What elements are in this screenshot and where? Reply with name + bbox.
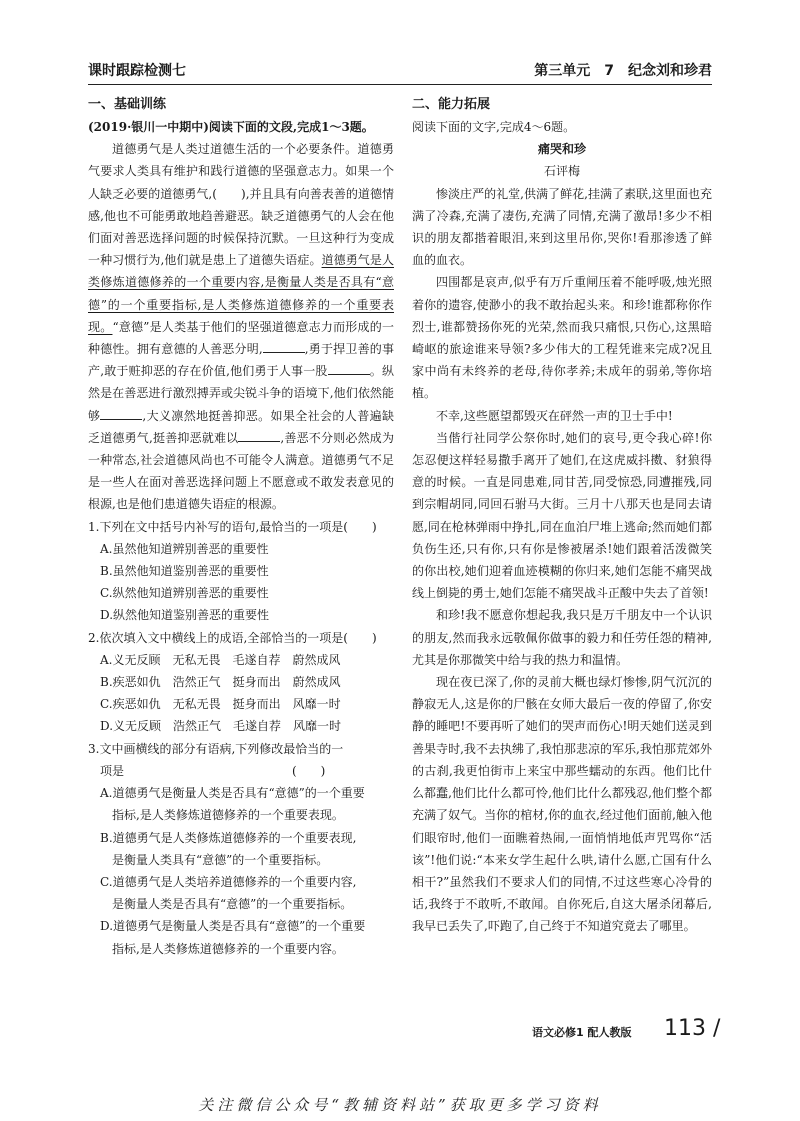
- blank-4: [238, 429, 280, 442]
- question-3-line2: 项是 ( ): [100, 763, 326, 778]
- q3-option-d: D.道德勇气是衡量人类是否具有“意德”的一个重要: [100, 919, 366, 934]
- page-header: [88, 58, 712, 85]
- q2-option-c: C.疾恶如仇 无私无畏 挺身而出 风靡一时: [100, 697, 341, 712]
- q3-option-b-cont: 是衡量人类具有“意德”的一个重要指标。: [112, 852, 329, 867]
- passage-intro: (2019·银川一中期中)阅读下面的文段,完成1～3题。: [88, 120, 374, 134]
- q3-option-c: C.道德勇气是人类培养道德修养的一个重要内容,: [100, 874, 357, 889]
- q2-option-d: D.义无反顾 浩然正气 毛遂自荐 风靡一时: [100, 719, 342, 734]
- question-1: 1.下列在文中括号内补写的语句,最恰当的一项是( ): [88, 519, 377, 534]
- right-column: [412, 94, 712, 938]
- q1-option-c: C.纵然他知道辨别善恶的重要性: [100, 586, 269, 601]
- article-paragraph: 四围都是哀声,似乎有万斤重闸压着不能呼吸,烛光照着你的遗容,使渺小的我不敢抬起头来。和珍!谁都称你作烈士,谁都赞扬你死的光荣,然而我只痛恨,只伤心,这黑暗崎岖的旅途谁来导领?多少伟大的工程凭谁来完成?况且家中尚有未终养的老母,待你孝养;未成年的弱弟,等你培植。: [412, 275, 712, 401]
- q1-option-b: B.虽然他知道鉴别善恶的重要性: [100, 564, 269, 579]
- bottom-promo-note: 关注微信公众号“教辅资料站”获取更多学习资料: [198, 1096, 602, 1114]
- blank-1: [263, 340, 305, 353]
- q3-option-d-cont: 指标,是人类修炼道德修养的一个重要内容。: [112, 941, 344, 956]
- blank-2: [328, 362, 370, 375]
- header-right-title: 第三单元 7 纪念刘和珍君: [534, 63, 712, 79]
- article-paragraph: 现在夜已深了,你的灵前大概也绿灯惨惨,阴气沉沉的静寂无人,这是你的尸骸在女师大最后一夜的停留了,你安静的睡吧!不要再听了她们的哭声而伤心!明天她们送灵到善果寺时,我不去执绋了,我怕那悲凉的军乐,我怕那荒郊外的古刹,我更怕街市上来宝中那些蠕动的东西。他们比什么都蠢,他们比什么都可怜,他们比什么都残忍,他们整个都充满了奴气。当你的棺材,你的血衣,经过他们面前,触入他们眼帘时,他们一面瞧着热闹,一面悄悄地低声咒骂你“活该”!他们说:“本来女学生起什么哄,请什么愿,亡国有什么相干?”虽然我们不要求人们的同情,不过这些寒心冷骨的话,我终于不敢听,不敢闻。自你死后,自这大屠杀闭幕后,我早已丢失了,吓跑了,自己终于不知道究竟去了哪里。: [412, 675, 712, 934]
- q3-option-a: A.道德勇气是衡量人类是否具有“意德”的一个重要: [100, 786, 365, 801]
- page-number: 113 /: [664, 1016, 721, 1041]
- section-title-basic: 一、基础训练: [88, 97, 167, 112]
- left-column: [88, 94, 394, 960]
- footer-book-label: 语文必修1 配人教版: [532, 1026, 632, 1039]
- article-paragraph: 惨淡庄严的礼堂,供满了鲜花,挂满了素联,这里面也充满了冷森,充满了凄伤,充满了同情,充满了激昂!多少不相识的朋友都揩着眼泪,来到这里吊你,哭你!看那渗透了鲜血的血衣。: [412, 186, 712, 268]
- reading-intro: 阅读下面的文字,完成4～6题。: [412, 120, 576, 134]
- underlined-sentence: 道德勇气是人类修炼道德修养的一个重要内容,是衡量人类是否具有“意德”的一个重要指标,是人类修炼道德修养的一个重要表现。: [88, 253, 394, 334]
- article-paragraph: 和珍!我不愿意你想起我,我只是万千朋友中一个认识的朋友,然而我永远敬佩你做事的毅力和任劳任怨的精神,尤其是你那微笑中给与我的热力和温情。: [412, 608, 712, 667]
- question-2: 2.依次填入文中横线上的成语,全部恰当的一项是( ): [88, 630, 377, 645]
- q3-option-c-cont: 是衡量人类是否具有“意德”的一个重要指标。: [112, 897, 353, 912]
- section-title-extension: 二、能力拓展: [412, 97, 491, 112]
- passage-paragraph: 道德勇气是人类过道德生活的一个必要条件。道德勇气要求人类具有维护和践行道德的坚强意志力。如果一个人缺乏必要的道德勇气,( ),并且具有向善表善的道德情感,他也不可能勇敢地趋善避恶。缺乏道德勇气的人会在他们面对善恶选择问题的时候保持沉默。一旦这种行为变成一种习惯行为,他们就是患上了道德失语症。道德勇气是人类修炼道德修养的一个重要内容,是衡量人类是否具有“意德”的一个重要指标,是人类修炼道德修养的一个重要表现。“意德”是人类基于他们的坚强道德意志力而形成的一种德性。拥有意德的人善恶分明, ,勇于捍卫善的事产,敢于赃抑恶的存在价值,他们勇于人事一股 。纵然是在善恶进行激烈搏弄或尖锐斗争的语境下,他们依然能够 ,大义凛然地挺善抑恶。如果全社会的人普遍缺乏道德勇气,挺善抑恶就难以 ,善恶不分则必然成为一种常态,社会道德风尚也不可能令人满意。道德勇气不足是一些人在面对善恶选择问题上不愿意或不敢发表意见的根源,也是他们患道德失语症的根源。: [88, 142, 394, 512]
- q3-option-a-cont: 指标,是人类修炼道德修养的一个重要表现。: [112, 808, 344, 823]
- q1-option-d: D.纵然他知道鉴别善恶的重要性: [100, 608, 270, 623]
- header-left-title: 课时跟踪检测七: [88, 63, 186, 79]
- blank-3: [100, 407, 142, 420]
- article-author: 石评梅: [543, 164, 580, 179]
- q3-option-b: B.道德勇气是人类修炼道德修养的一个重要表现,: [100, 830, 357, 845]
- article-title: 痛哭和珍: [537, 142, 586, 157]
- article-paragraph: 不幸,这些愿望都毁灭在砰然一声的卫士手中!: [436, 408, 673, 423]
- q2-option-b: B.疾恶如仇 浩然正气 挺身而出 蔚然成风: [100, 675, 341, 690]
- article-paragraph: 当偕行社同学公祭你时,她们的哀号,更令我心碎!你怎忍便这样轻易撒手离开了她们,在这虎威抖擞、豺狼得意的时候。一直是同患难,同甘苦,同受惊恐,同遭摧残,同到宗帽胡同,同回石驸马大街。三月十八那天也是同去请愿,同在枪林弹雨中挣扎,同在血泊尸堆上逃命;然而她们都负伤生还,只有你,只有你是惨被屠杀!她们跟着活泼微笑的你出校,她们迎着血迹模糊的你归来,她们怎能不痛哭战线上倒毙的勇士,她们怎能不痛哭战斗正酸中失去了首领!: [412, 430, 712, 601]
- q2-option-a: A.义无反顾 无私无畏 毛遂自荐 蔚然成风: [100, 652, 341, 667]
- question-3-line1: 3.文中画横线的部分有语病,下列修改最恰当的一: [88, 741, 344, 756]
- q1-option-a: A.虽然他知道辨别善恶的重要性: [100, 541, 269, 556]
